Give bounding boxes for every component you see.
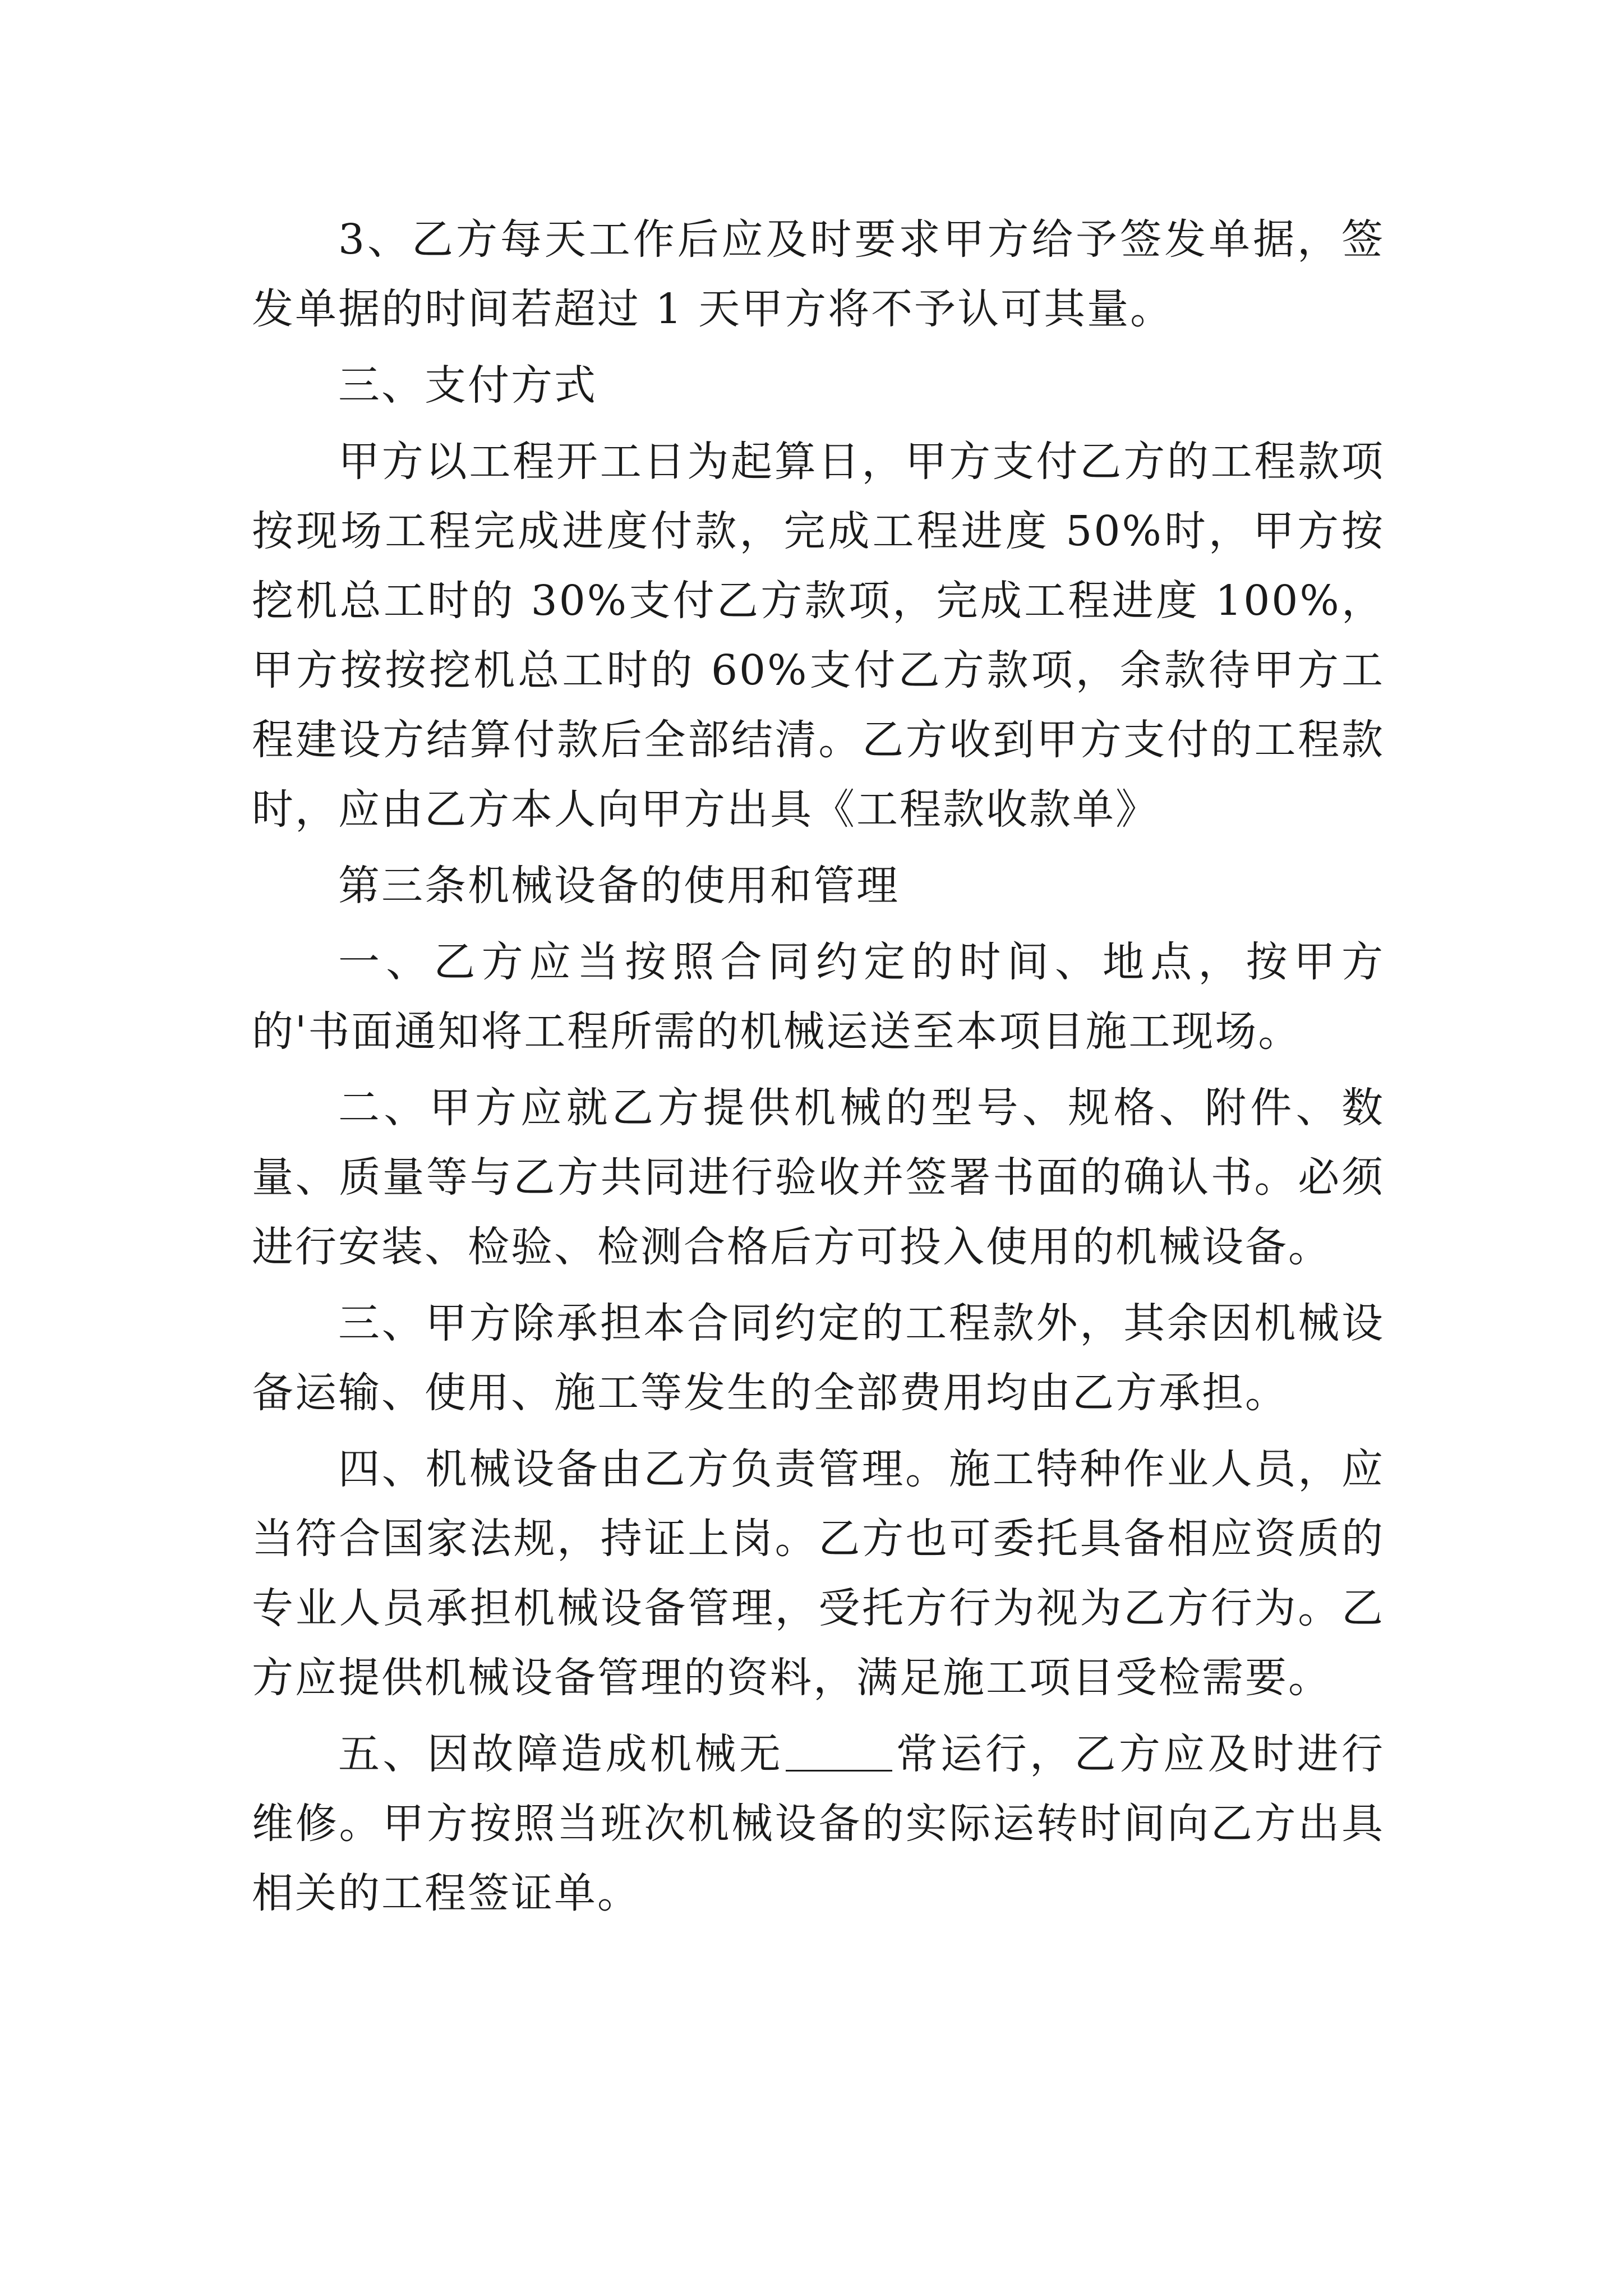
heading-article-three: 第三条机械设备的使用和管理 (338, 862, 900, 910)
clause-five-start: 五、因故障造成机械无 (338, 1730, 784, 1778)
document-body (252, 205, 1385, 1928)
paragraph-clause-four: 四、机械设备由乙方负责管理。施工特种作业人员，应当符合国家法规，持证上岗。乙方也可委托具备相应资质的专业人员承担机械设备管理，受托方行为视为乙方行为。乙方应提供机械设备管理的资料，满足施工项目受检需要。 (252, 1445, 1385, 1702)
heading-payment-method: 三、支付方式 (338, 361, 597, 409)
clause-five-end: 常运行，乙方应及时进行维修。甲方按照当班次机械设备的实际运转时间向乙方出具相关的工程签证单。 (252, 1730, 1385, 1917)
paragraph-clause-three: 三、甲方除承担本合同约定的工程款外，其余因机械设备运输、使用、施工等发生的全部费用均由乙方承担。 (252, 1299, 1385, 1417)
paragraph-clause-two: 二、甲方应就乙方提供机械的型号、规格、附件、数量、质量等与乙方共同进行验收并签署书面的确认书。必须进行安装、检验、检测合格后方可投入使用的机械设备。 (252, 1084, 1385, 1271)
paragraph-payment-terms: 甲方以工程开工日为起算日，甲方支付乙方的工程款项按现场工程完成进度付款，完成工程进度 50%时，甲方按挖机总工时的 30%支付乙方款项，完成工程进度 100%，甲方按按挖机总工时的 60%支付乙方款项，余款待甲方工程建设方结算付款后全部结清。乙方收到甲方支付的工程款时，应由乙方本人向甲方出具《工程款收款单》 (252, 438, 1385, 834)
paragraph-signing-receipts: 3、乙方每天工作后应及时要求甲方给予签发单据，签发单据的时间若超过 1 天甲方将不予认可其量。 (252, 215, 1385, 333)
fill-in-blank (786, 1731, 892, 1772)
paragraph-clause-five (252, 1719, 1385, 1928)
paragraph-clause-one: 一、乙方应当按照合同约定的时间、地点，按甲方的'书面通知将工程所需的机械运送至本项目施工现场。 (252, 938, 1385, 1056)
